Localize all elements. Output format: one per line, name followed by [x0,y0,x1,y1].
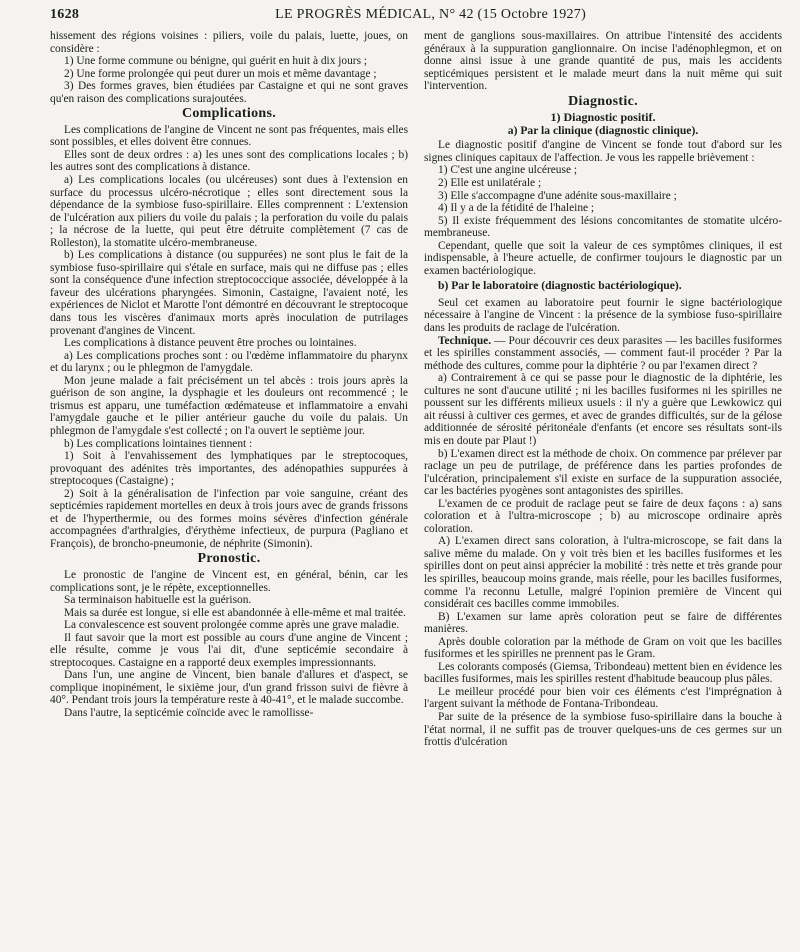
paragraph: Seul cet examen au laboratoire peut fournir le signe bactériologique nécessaire à l'angine de Vincent : la présence de la symbiose fuso-spirillaire dans les produits de raclage de l'ulcération. [424,296,782,335]
paragraph: Sa terminaison habituelle est la guérison. [64,594,252,607]
technique-text: — Pour découvrir ces deux parasites — les bacilles fusiformes et les spirilles constamment associés, — comment faut-il procéder ? Par la méthode des cultures, comme pour la diphtérie ? ou par l'examen direct ? [424,334,782,372]
paragraph: A) L'examen direct sans coloration, à l'ultra-microscope, se fait dans la salive même du malade. On y voit très bien et les bacilles fusiformes et les spirilles dont on peut ainsi apprécier la mobilité : très nette et très grande pour les spirilles, beaucoup moins grande, mais réelle, pour les bacilles fusiformes, comme l'a reconnu Letulle, malgré l'opinion première de Vincent qui considérait ces bacilles comme immobiles. [424,535,782,611]
paragraph: Les complications à distance peuvent être proches ou lointaines. [64,337,357,350]
two-column-body [50,30,782,940]
right-column [424,30,782,940]
paragraph: b) Les complications à distance (ou suppurées) ne sont plus le fait de la symbiose fuso-spirillaire qui s'étale en surface, mais qui ne diffuse pas ; elles sont la conséquence d'une infection streptococcique associée, développée à la faveur des ulcérations pharyngées. Simonin, Castaigne, l'avaient noté, les expériences de Niclot et Marotte l'ont démontré en découvrant le streptocoque dans tous les viscères d'animaux morts après inoculation de putrilages provenant d'angines de Vincent. [50,249,408,337]
journal-title: LE PROGRÈS MÉDICAL, N° 42 (15 Octobre 1927) [275,7,587,22]
paragraph: hissement des régions voisines : piliers, voile du palais, luette, joues, on considère : [50,30,408,55]
list-item: 4) Il y a de la fétidité de l'haleine ; [438,202,595,215]
paragraph: Les complications de l'angine de Vincent ne sont pas fréquentes, mais elles sont possibles, et elles doivent être connues. [50,123,408,149]
paragraph: Mais sa durée est longue, si elle est abandonnée à elle-même et mal traitée. [64,606,406,619]
left-column [50,30,408,940]
list-item: 1) Une forme commune ou bénigne, qui guérit en huit à dix jours ; [64,55,368,68]
paragraph: ment de ganglions sous-maxillaires. On attribue l'intensité des accidents généraux à la suppuration ganglionnaire. On incise l'adénophlegmon, et on donne ainsi issue à une grande quantité de pus, mais les accidents septicémiques persistent et le malade meurt dans la nuit même qui suit l'intervention. [424,30,782,93]
section-heading-complications: Complications. [181,106,277,122]
section-heading-diagnostic: Diagnostic. [568,93,638,109]
paragraph: Le diagnostic positif d'angine de Vincent se fonde tout d'abord sur les signes cliniques capitaux de l'affection. Je vous les rappelle brièvement : [424,139,782,164]
list-item: 3) Des formes graves, bien étudiées par Castaigne et qui ne sont graves qu'en raison des complications surajoutées. [50,80,408,105]
paragraph: Elles sont de deux ordres : a) les unes sont des complications locales ; b) les autres sont des complications à distance. [50,148,408,174]
paragraph: 1) Soit à l'envahissement des lymphatiques par le streptocoques, provoquant des adénites très importantes, des adénopathies suppurées à streptocoques (Castaigne) ; [50,450,408,488]
paragraph: Les colorants composés (Giemsa, Tribondeau) mettent bien en évidence les bacilles fusiformes, mais les spirilles restent d'habitude beaucoup plus pâles. [424,660,782,686]
paragraph: Par suite de la présence de la symbiose fuso-spirillaire dans la bouche à l'état normal, il ne suffit pas de trouver quelques-uns de ces germes sur un frottis d'ulcération [424,710,782,749]
list-item: 5) Il existe fréquemment des lésions concomitantes de stomatite ulcéro-membraneuse. [424,214,782,240]
paragraph-technique [424,335,782,373]
paragraph: a) Contrairement à ce qui se passe pour le diagnostic de la diphtérie, les cultures ne sont d'aucune utilité ; ni les bacilles fusiformes ni les spirilles ne poussent sur les différents milieux usuels : il n'y a guère que Lewkowicz qui ait réussi à cultiver ces germes, et avec de grandes difficultés, sur de la gélose additionnée de sérosité péritonéale d'enfants (et encore ses résultats sont-ils mis en doute par Plaut !) [424,372,782,447]
paragraph: b) L'examen direct est la méthode de choix. On commence par prélever par raclage un peu de putrilage, de préférence dans les parties profondes de l'ulcération, principalement s'il existe en surface de la suppuration associée, car les bactéries pyogènes sont antagonistes des spirilles. [424,447,782,498]
paragraph: Après double coloration par la méthode de Gram on voit que les bacilles fusiformes et les spirilles ne prennent pas le Gram. [424,635,782,661]
page-number: 1628 [50,7,80,22]
paragraph: 2) Soit à la généralisation de l'infection par voie sanguine, créant des septicémies rapidement mortelles en deux à trois jours avec de grands frissons et de l'hyperthermie, ou des formes moins sévères d'infection générale accompagnées d'arthralgies, d'érythème infectieux, de purpura (Pagliano et François), de broncho-pneumonie, de néphrite (Simonin). [50,487,408,550]
paragraph: B) L'examen sur lame après coloration peut se faire de différentes manières. [424,610,782,636]
paragraph: Il faut savoir que la mort est possible au cours d'une angine de Vincent ; elle résulte, comme je vous l'ai dit, d'une septicémie secondaire à streptocoques. Castaigne en a rapporté deux exemples impressionnants. [50,631,408,669]
paragraph: Cependant, quelle que soit la valeur de ces symptômes cliniques, il est indispensable, à l'heure actuelle, de confirmer toujours le diagnostic par un examen bactériologique. [424,239,782,277]
paragraph: b) Les complications lointaines tiennent : [64,437,253,450]
running-header [50,0,782,30]
paragraph: a) Les complications locales (ou ulcéreuses) sont dues à l'extension en surface du processus ulcéro-nécrotique ; elles sont directement sous la dépendance de la symbiose fuso-spirillaire. Elles comprennent : L'extension de l'ulcération aux piliers du voile du palais ; la perforation du voile du palais ; la nécrose de la luette, qui peut être détruite complètement (7 cas de Rolleston), la stomatite ulcéro-membraneuse. [50,174,408,249]
paragraph: Mon jeune malade a fait précisément un tel abcès : trois jours après la guérison de son angine, la dysphagie et les douleurs ont recommencé ; le trismus est apparu, une tuméfaction œdémateuse et inflammatoire a envahi l'amygdale gauche et le pilier antérieur gauche du voile du palais. Un phlegmon de l'amygdale s'est collecté ; on l'a ouvert le septième jour. [50,374,408,437]
subheading-diagnostic-positif: 1) Diagnostic positif. [550,110,656,125]
paragraph: La convalescence est souvent prolongée comme après une grave maladie. [64,619,400,632]
paragraph: Le meilleur procédé pour bien voir ces éléments c'est l'imprégnation à l'argent suivant la méthode de Fontana-Tribondeau. [424,685,782,711]
paragraph: Dans l'autre, la septicémie coïncide avec le ramollisse- [64,706,314,719]
list-item: 2) Elle est unilatérale ; [438,177,542,190]
paragraph: L'examen de ce produit de raclage peut se faire de deux façons : a) sans coloration et à l'ultra-microscope ; b) au microscope ordinaire après coloration. [424,497,782,535]
list-item: 2) Une forme prolongée qui peut durer un mois et même davantage ; [64,67,377,80]
technique-lead: Technique. [438,334,492,347]
list-item: 3) Elle s'accompagne d'une adénite sous-maxillaire ; [438,189,677,202]
subheading-laboratoire: b) Par le laboratoire (diagnostic bactériologique). [438,279,682,293]
paragraph: Le pronostic de l'angine de Vincent est, en général, bénin, car les complications sont, je le répète, exceptionnelles. [50,568,408,594]
subheading-clinique: a) Par la clinique (diagnostic clinique). [507,123,699,137]
list-item: 1) C'est une angine ulcéreuse ; [438,164,578,177]
paragraph: Dans l'un, une angine de Vincent, bien banale d'allures et d'aspect, se complique inopinément, le sixième jour, d'un grand frisson suivi de fièvre à 40°. Pendant trois jours la température reste à 40-41°, et le malade succombe. [50,669,408,707]
paragraph: a) Les complications proches sont : ou l'œdème inflammatoire du pharynx et du larynx ; ou le phlegmon de l'amygdale. [50,349,408,375]
section-heading-pronostic: Pronostic. [197,551,261,567]
